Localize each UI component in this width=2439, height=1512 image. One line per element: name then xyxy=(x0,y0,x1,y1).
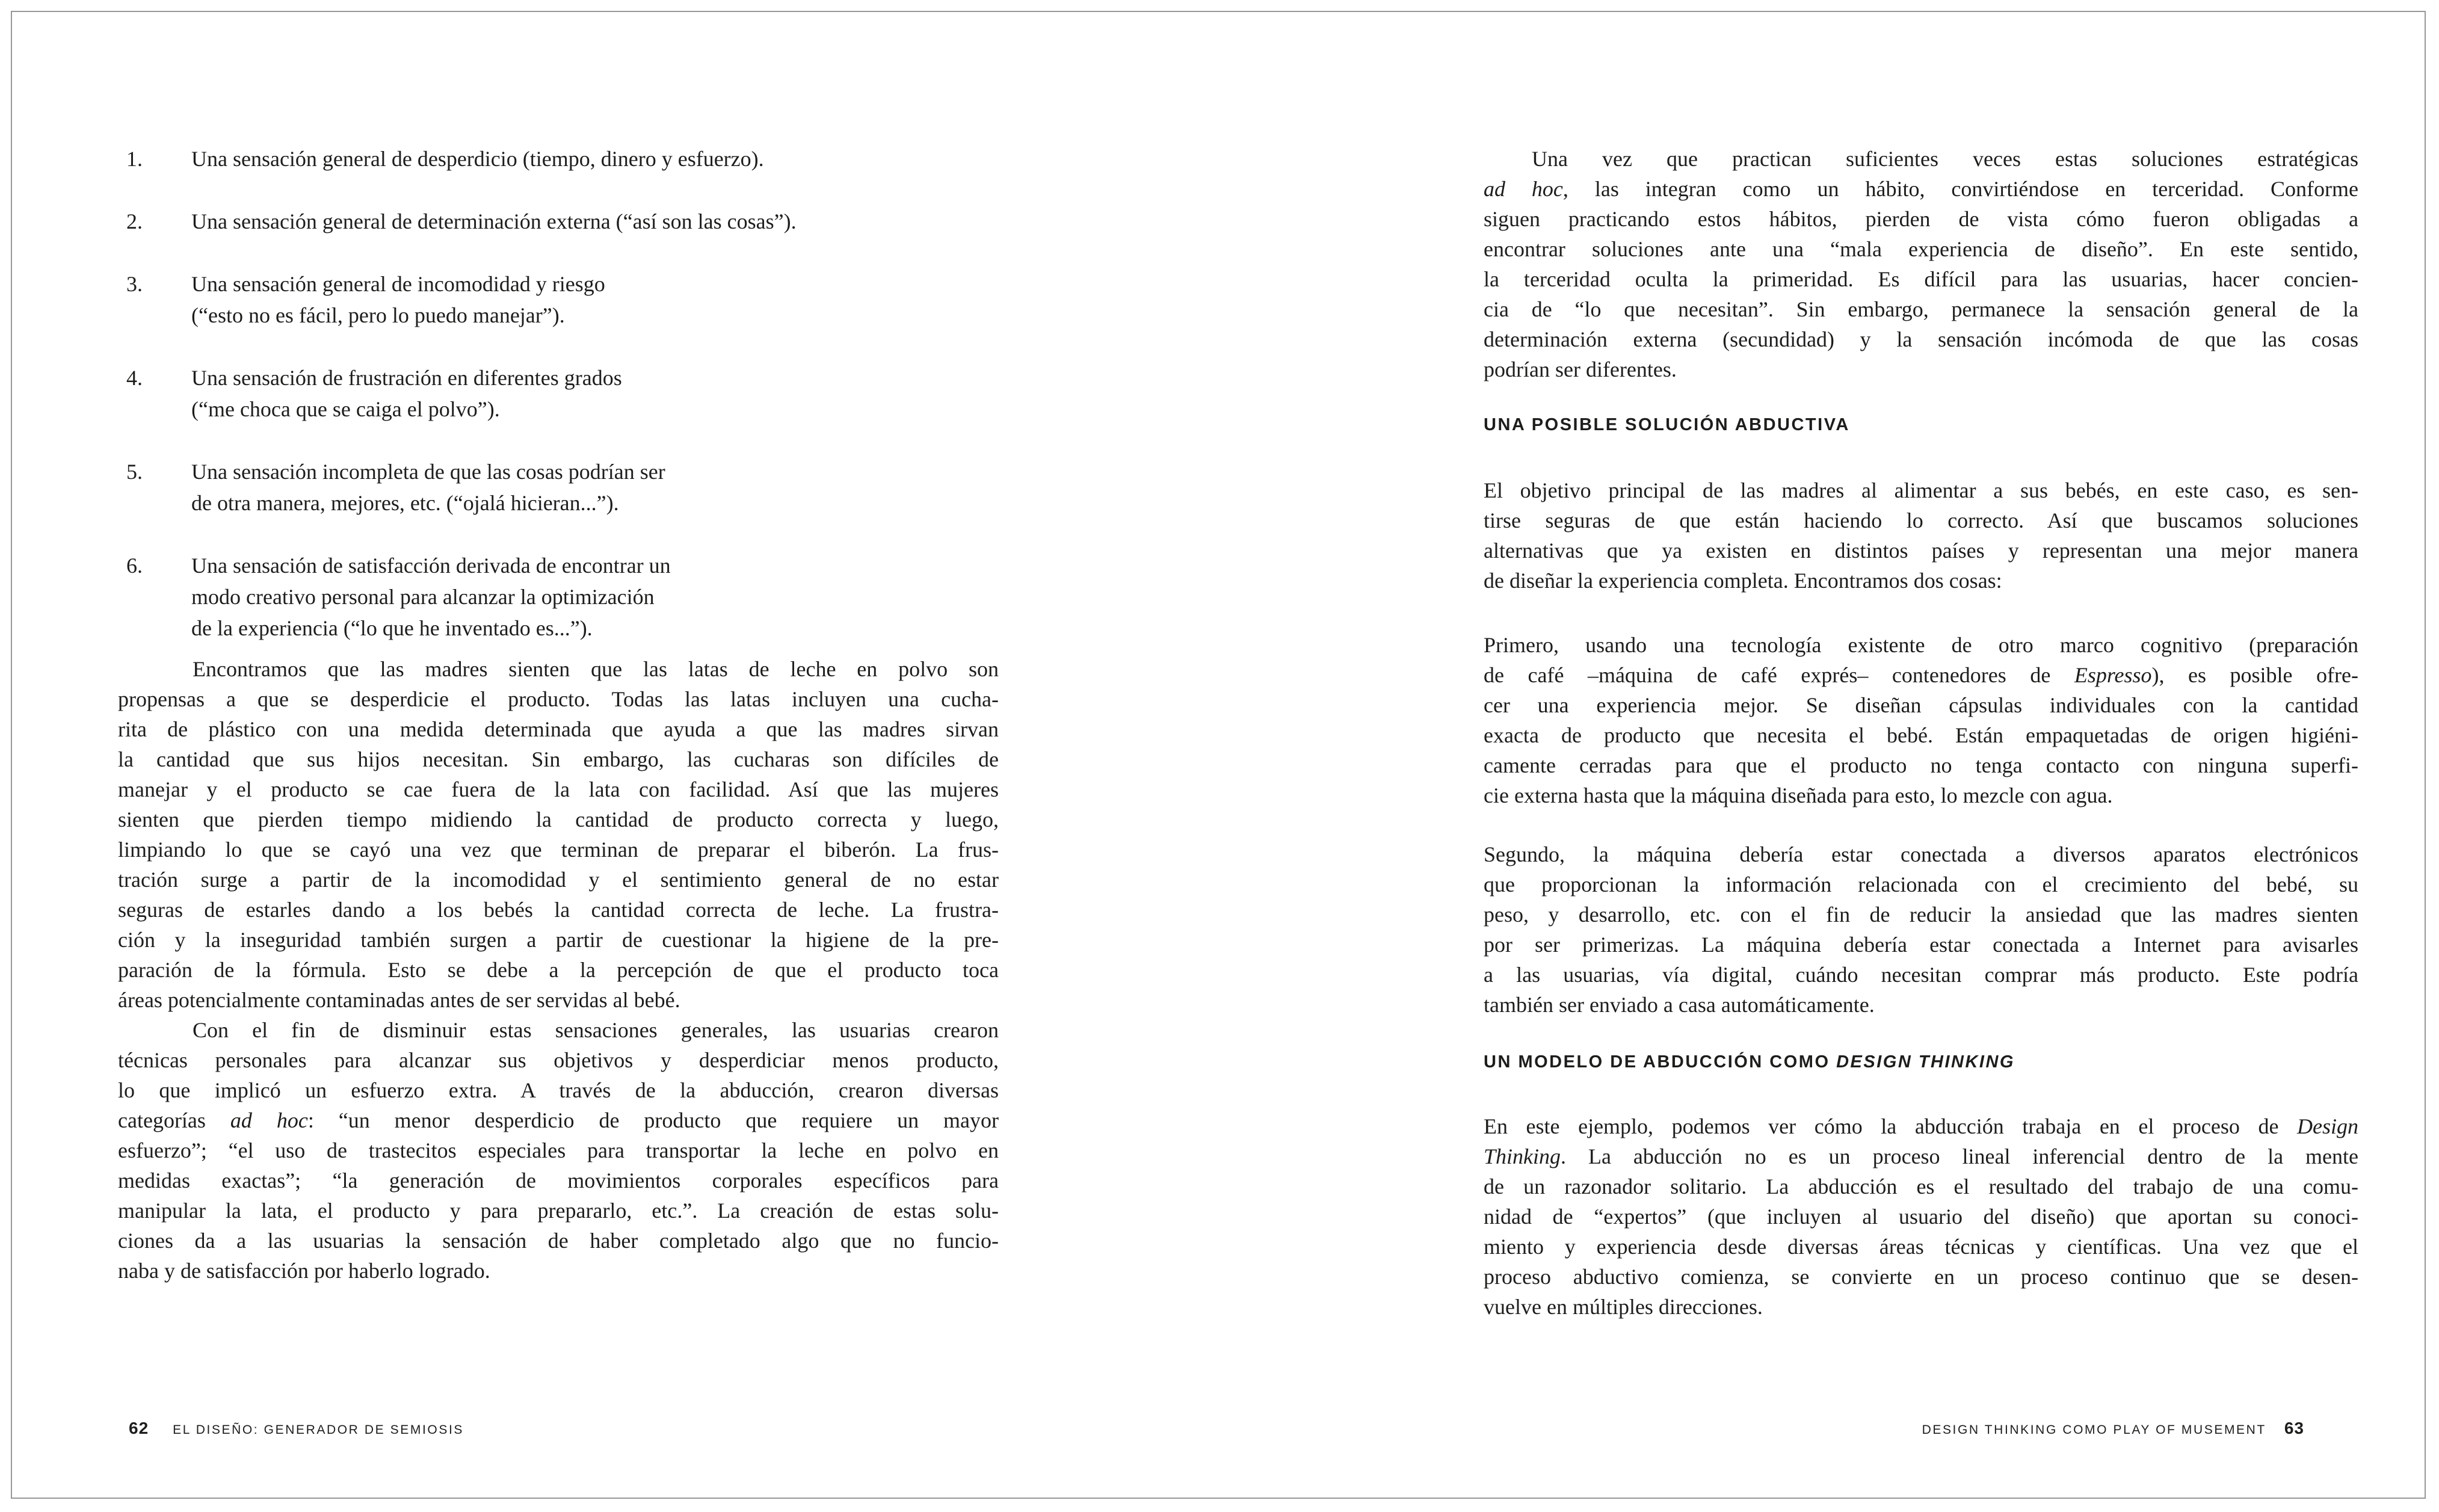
list-item-text xyxy=(191,268,999,331)
list-item-number: 5. xyxy=(126,460,143,484)
italic-phrase: ad hoc xyxy=(230,1108,308,1132)
text-line: de diseñar la experiencia completa. Encontramos dos cosas: xyxy=(1484,569,2002,593)
list-item-number: 6. xyxy=(126,554,143,578)
text-line: exacta de producto que necesita el bebé. Están empaquetadas de origen higiéni- xyxy=(1484,723,2358,747)
text-line: Una sensación de satisfacción derivada de encontrar un xyxy=(191,554,671,578)
italic-phrase: Design xyxy=(2297,1114,2358,1138)
text-line: alternativas que ya existen en distintos países y representan una mejor manera xyxy=(1484,538,2358,563)
text-line: ción y la inseguridad también surgen a partir de cuestionar la higiene de la pre- xyxy=(118,928,999,952)
text-line: (“esto no es fácil, pero lo puedo manejar”). xyxy=(191,303,565,327)
list-item xyxy=(118,268,999,331)
italic-phrase: ad hoc xyxy=(1484,177,1563,201)
footer-right xyxy=(1484,1419,2304,1438)
text-line: peso, y desarrollo, etc. con el fin de reducir la ansiedad que las madres sienten xyxy=(1484,903,2358,927)
text-line: Una sensación de frustración en diferentes grados xyxy=(191,366,622,390)
text-line: Segundo, la máquina debería estar conectada a diversos aparatos electrónicos xyxy=(1484,842,2358,866)
text-line: encontrar soluciones ante una “mala experiencia de diseño”. En este sentido, xyxy=(1484,237,2358,261)
text-line: lo que implicó un esfuerzo extra. A través de la abducción, crearon diversas xyxy=(118,1078,999,1102)
text-line: de un razonador solitario. La abducción es el resultado del trabajo de una comu- xyxy=(1484,1174,2358,1199)
text-line: seguras de estarles dando a los bebés la cantidad correcta de leche. La frustra- xyxy=(118,898,999,922)
italic-phrase: Espresso xyxy=(2074,663,2152,687)
text-line: áreas potencialmente contaminadas antes de ser servidas al bebé. xyxy=(118,988,680,1012)
text-line: manejar y el producto se cae fuera de la lata con facilidad. Así que las mujeres xyxy=(118,777,999,801)
text-line: de la experiencia (“lo que he inventado es...”). xyxy=(191,616,593,640)
running-title: EL DISEÑO: GENERADOR DE SEMIOSIS xyxy=(173,1423,464,1437)
list-item-number: 3. xyxy=(126,272,143,296)
text-line: ciones da a las usuarias la sensación de haber completado algo que no funcio- xyxy=(118,1229,999,1253)
text-line: sienten que pierden tiempo midiendo la cantidad de producto correcta y luego, xyxy=(118,807,999,832)
text-line: Primero, usando una tecnología existente de otro marco cognitivo (preparación xyxy=(1484,633,2358,657)
text-line: a las usuarias, vía digital, cuándo necesitan comprar más producto. Este podría xyxy=(1484,963,2358,987)
text-line: propensas a que se desperdicie el producto. Todas las latas incluyen una cucha- xyxy=(118,687,999,711)
text-line: camente cerradas para que el producto no tenga contacto con ninguna superfi- xyxy=(1484,753,2358,777)
paragraph xyxy=(1484,144,2358,384)
page-number: 63 xyxy=(2284,1419,2304,1437)
paragraph xyxy=(118,654,999,1015)
paragraph xyxy=(1484,1111,2358,1322)
footer-left xyxy=(129,1419,464,1438)
text-line: tirse seguras de que están haciendo lo correcto. Así que buscamos soluciones xyxy=(1484,508,2358,532)
section-heading-abduction-model: UN MODELO DE ABDUCCIÓN COMO DESIGN THINKING xyxy=(1484,1052,2015,1072)
paragraph xyxy=(1484,630,2358,810)
text-line: de otra manera, mejores, etc. (“ojalá hicieran...”). xyxy=(191,491,619,515)
text-line: modo creativo personal para alcanzar la optimización xyxy=(191,585,655,609)
list-item-text xyxy=(191,456,999,519)
text-line: ad hoc, las integran como un hábito, convirtiéndose en terceridad. Conforme xyxy=(1484,177,2359,201)
text-line: El objetivo principal de las madres al alimentar a sus bebés, en este caso, es sen- xyxy=(1484,478,2358,502)
list-item-number: 1. xyxy=(126,147,143,171)
text-line: cia de “lo que necesitan”. Sin embargo, permanece la sensación general de la xyxy=(1484,297,2358,321)
text-line: podrían ser diferentes. xyxy=(1484,357,1677,381)
list-item xyxy=(118,206,999,237)
text-line: categorías ad hoc: “un menor desperdicio de producto que requiere un mayor xyxy=(118,1108,999,1132)
list-item-text xyxy=(191,206,999,237)
list-item xyxy=(118,456,999,519)
text-line: rita de plástico con una medida determinada que ayuda a que las madres sirvan xyxy=(118,717,999,741)
text-line: limpiando lo que se cayó una vez que terminan de preparar el biberón. La frus- xyxy=(118,838,999,862)
text-line: medidas exactas”; “la generación de movimientos corporales específicos para xyxy=(118,1168,999,1193)
text-line: también ser enviado a casa automáticamente. xyxy=(1484,993,1875,1017)
text-line: Encontramos que las madres sienten que las latas de leche en polvo son xyxy=(193,657,999,681)
list-item-text xyxy=(191,362,999,425)
text-line: Una sensación general de incomodidad y riesgo xyxy=(191,272,605,296)
text-line: la terceridad oculta la primeridad. Es difícil para las usuarias, hacer concien- xyxy=(1484,267,2358,291)
sensations-numbered-list xyxy=(118,143,999,675)
list-item xyxy=(118,550,999,644)
text-line: nidad de “expertos” (que incluyen al usuario del diseño) que aportan su conoci- xyxy=(1484,1205,2358,1229)
text-line: cer una experiencia mejor. Se diseñan cápsulas individuales con la cantidad xyxy=(1484,693,2358,717)
paragraph xyxy=(1484,475,2358,596)
running-title: DESIGN THINKING COMO PLAY OF MUSEMENT xyxy=(1922,1423,2266,1437)
page-number: 62 xyxy=(129,1419,149,1437)
paragraph xyxy=(1484,839,2358,1020)
text-line: técnicas personales para alcanzar sus objetivos y desperdiciar menos producto, xyxy=(118,1048,999,1072)
text-line: determinación externa (secundidad) y la sensación incómoda de que las cosas xyxy=(1484,327,2358,351)
list-item xyxy=(118,362,999,425)
text-line: manipular la lata, el producto y para prepararlo, etc.”. La creación de estas solu- xyxy=(118,1199,999,1223)
text-line: esfuerzo”; “el uso de trastecitos especiales para transportar la leche en polvo en xyxy=(118,1138,999,1162)
list-item xyxy=(118,143,999,174)
text-line: que proporcionan la información relacionada con el crecimiento del bebé, su xyxy=(1484,872,2358,896)
text-line: En este ejemplo, podemos ver cómo la abducción trabaja en el proceso de Design xyxy=(1484,1114,2358,1138)
text-line: Una sensación general de desperdicio (tiempo, dinero y esfuerzo). xyxy=(191,147,764,171)
text-line: Con el fin de disminuir estas sensaciones generales, las usuarias crearon xyxy=(193,1018,999,1042)
italic-phrase: DESIGN THINKING xyxy=(1836,1052,2015,1072)
text-line: cie externa hasta que la máquina diseñada para esto, lo mezcle con agua. xyxy=(1484,783,2113,807)
list-item-text xyxy=(191,550,999,644)
text-line: naba y de satisfacción por haberlo logrado. xyxy=(118,1259,490,1283)
text-line: la cantidad que sus hijos necesitan. Sin embargo, las cucharas son difíciles de xyxy=(118,747,999,771)
text-line: tración surge a partir de la incomodidad y el sentimiento general de no estar xyxy=(118,868,999,892)
text-line: siguen practicando estos hábitos, pierden de vista cómo fueron obligadas a xyxy=(1484,207,2358,231)
list-item-number: 2. xyxy=(126,209,143,233)
text-line: miento y experiencia desde diversas áreas técnicas y científicas. Una vez que el xyxy=(1484,1235,2358,1259)
list-item-text xyxy=(191,143,999,174)
text-line: Una sensación general de determinación externa (“así son las cosas”). xyxy=(191,209,797,233)
text-line: Thinking. La abducción no es un proceso lineal inferencial dentro de la mente xyxy=(1484,1144,2358,1168)
paragraph xyxy=(118,1015,999,1286)
text-line: proceso abductivo comienza, se convierte en un proceso continuo que se desen- xyxy=(1484,1265,2358,1289)
left-page-body xyxy=(118,654,999,1286)
text-line: (“me choca que se caiga el polvo”). xyxy=(191,397,500,421)
text-line: de café –máquina de café exprés– contenedores de Espresso), es posible ofre- xyxy=(1484,663,2358,687)
section-heading-abductive-solution: UNA POSIBLE SOLUCIÓN ABDUCTIVA xyxy=(1484,415,1850,434)
italic-phrase: Thinking xyxy=(1484,1144,1561,1168)
list-item-number: 4. xyxy=(126,366,143,390)
text-line: Una sensación incompleta de que las cosas podrían ser xyxy=(191,460,665,484)
text-line: Una vez que practican suficientes veces estas soluciones estratégicas xyxy=(1532,147,2358,171)
text-line: paración de la fórmula. Esto se debe a la percepción de que el producto toca xyxy=(118,958,999,982)
text-line: por ser primerizas. La máquina debería estar conectada a Internet para avisarles xyxy=(1484,933,2358,957)
text-line: vuelve en múltiples direcciones. xyxy=(1484,1295,1763,1319)
